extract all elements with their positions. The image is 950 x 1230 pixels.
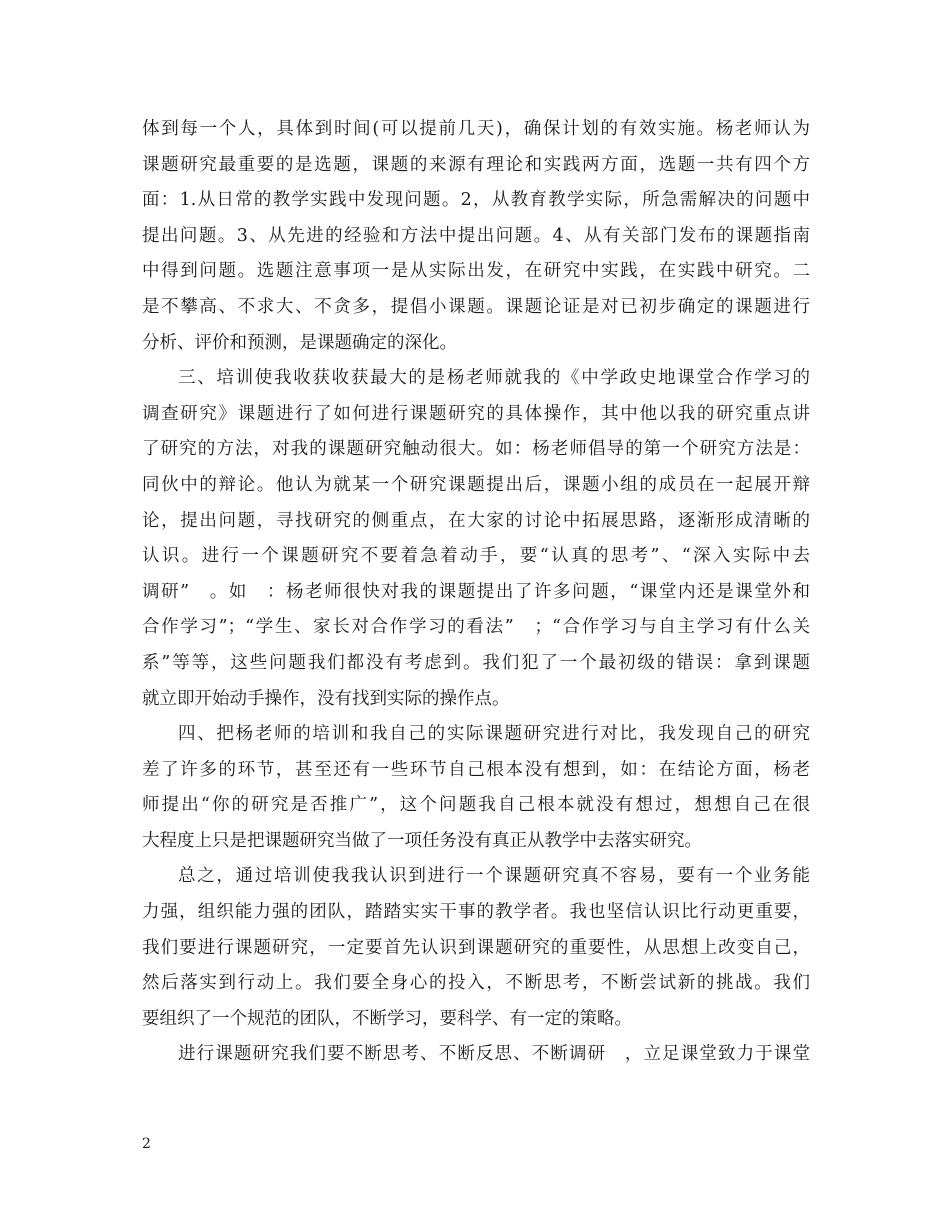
text-line: 总之，通过培训使我我认识到进行一个课题研究真不容易，要有一个业务能 — [178, 866, 810, 887]
text-line: 就立即开始动手操作，没有找到实际的操作点。 — [142, 688, 510, 709]
text-line: 了研究的方法，对我的课题研究触动很大。如：杨老师倡导的第一个研究方法是： — [142, 439, 810, 460]
text-line: 认识。进行一个课题研究不要着急着动手，要“认真的思考”、“深入实际中去 — [142, 546, 810, 567]
text-line: 进行课题研究我们要不断思考、不断反思、不断调研 ，立足课堂致力于课堂 — [178, 1044, 810, 1065]
text-line: 然后落实到行动上。我们要全身心的投入，不断思考，不断尝试新的挑战。我们 — [142, 973, 810, 994]
text-line: 大程度上只是把课题研究当做了一项任务没有真正从教学中去落实研究。 — [142, 830, 702, 851]
text-line: 师提出“你的研究是否推广”，这个问题我自己根本就没有想过，想想自己在很 — [142, 795, 810, 816]
text-line: 体到每一个人，具体到时间(可以提前几天)，确保计划的有效实施。杨老师认为 — [142, 119, 810, 139]
text-line: 是不攀高、不求大、不贪多，提倡小课题。课题论证是对已初步确定的课题进行 — [142, 296, 810, 317]
text-line: 论，提出问题，寻找研究的侧重点，在大家的讨论中拓展思路，逐渐形成清晰的 — [142, 510, 810, 531]
text-line: 分析、评价和预测，是课题确定的深化。 — [142, 332, 457, 353]
text-line: 同伙中的辩论。他认为就某一个研究课题提出后，课题小组的成员在一起展开辩 — [142, 474, 810, 495]
text-line: 我们要进行课题研究，一定要首先认识到课题研究的重要性，从思想上改变自己， — [142, 937, 810, 958]
text-line: 中得到问题。选题注意事项一是从实际出发，在研究中实践，在实践中研究。二 — [142, 261, 810, 282]
text-line: 差了许多的环节，甚至还有一些环节自己根本没有想到，如：在结论方面，杨老 — [142, 759, 810, 780]
text-line: 要组织了一个规范的团队，不断学习，要科学、有一定的策略。 — [142, 1008, 632, 1029]
text-line: 调查研究》课题进行了如何进行课题研究的具体操作，其中他以我的研究重点讲 — [142, 403, 810, 424]
text-line: 三、培训使我收获收获最大的是杨老师就我的《中学政史地课堂合作学习的 — [178, 368, 810, 389]
text-line: 面：1.从日常的教学实践中发现问题。2，从教育教学实际，所急需解决的问题中 — [142, 190, 810, 211]
text-line: 四、把杨老师的培训和我自己的实际课题研究进行对比，我发现自己的研究 — [178, 724, 810, 745]
text-line: 系”等等，这些问题我们都没有考虑到。我们犯了一个最初级的错误：拿到课题 — [142, 652, 810, 673]
page-number: 2 — [142, 1136, 151, 1152]
text-line: 合作学习”；“学生、家长对合作学习的看法” ；“合作学习与自主学习有什么关 — [142, 617, 810, 638]
text-line: 提出问题。3、从先进的经验和方法中提出问题。4、从有关部门发布的课题指南 — [142, 225, 810, 246]
text-line: 课题研究最重要的是选题，课题的来源有理论和实践两方面，选题一共有四个方 — [142, 154, 810, 175]
text-line: 调研” 。如 ：杨老师很快对我的课题提出了许多问题，“课堂内还是课堂外和 — [142, 581, 810, 602]
document-body — [142, 112, 810, 1073]
text-line: 力强，组织能力强的团队，踏踏实实干事的教学者。我也坚信认识比行动更重要， — [142, 902, 810, 923]
